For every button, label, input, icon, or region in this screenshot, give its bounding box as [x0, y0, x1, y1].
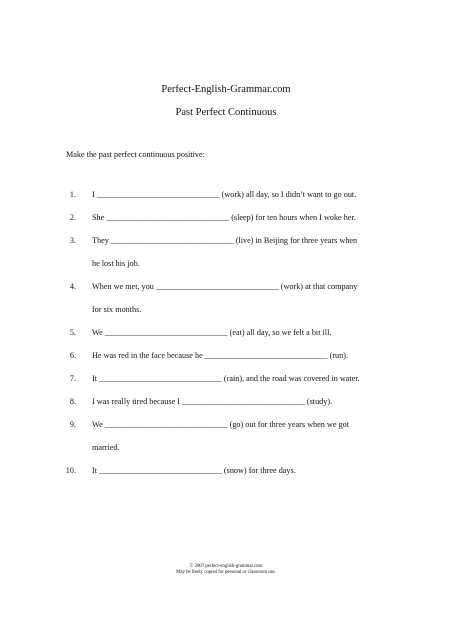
item-text: I ______________________________ (work) all day, so I didn’t want to go out.: [92, 190, 357, 199]
item-text: He was red in the face because he ______________________________ (run).: [92, 351, 349, 360]
item-text: We ______________________________ (go) out for three years when we got: [92, 420, 349, 429]
item-text: She ______________________________ (sleep) for ten hours when I woke her.: [92, 213, 356, 222]
item-number: 6.: [69, 351, 76, 360]
item-number: 8.: [69, 397, 76, 406]
item-text: for six months.: [92, 305, 142, 314]
instruction-text: Make the past perfect continuous positive:: [66, 150, 205, 159]
item-number: 4.: [69, 282, 76, 291]
item-text: We ______________________________ (eat) all day, so we felt a bit ill.: [92, 328, 332, 337]
item-text: married.: [92, 443, 120, 452]
item-text: It ______________________________ (rain), and the road was covered in water.: [92, 374, 360, 383]
item-text: They ______________________________ (live) in Beijing for three years when: [92, 236, 358, 245]
footer-note: May be freely copied for personal or classroom use.: [176, 570, 276, 575]
item-text: I was really tired because I ______________________________ (study).: [92, 397, 333, 406]
item-number: 3.: [69, 236, 76, 245]
item-number: 10.: [65, 466, 76, 475]
site-title: Perfect-English-Grammar.com: [161, 84, 291, 95]
footer-copyright: © 2007 perfect-english-grammar.com: [189, 564, 263, 569]
footer: [0, 564, 452, 576]
item-text: he lost his job.: [92, 259, 140, 268]
item-number: 9.: [69, 420, 76, 429]
item-text: When we met, you ______________________________ (work) at that company: [92, 282, 358, 291]
item-text: It ______________________________ (snow) for three days.: [92, 466, 296, 475]
page-title: Past Perfect Continuous: [175, 107, 277, 118]
item-number: 5.: [69, 328, 76, 337]
item-number: 2.: [69, 213, 76, 222]
item-number: 1.: [69, 190, 76, 199]
item-number: 7.: [69, 374, 76, 383]
